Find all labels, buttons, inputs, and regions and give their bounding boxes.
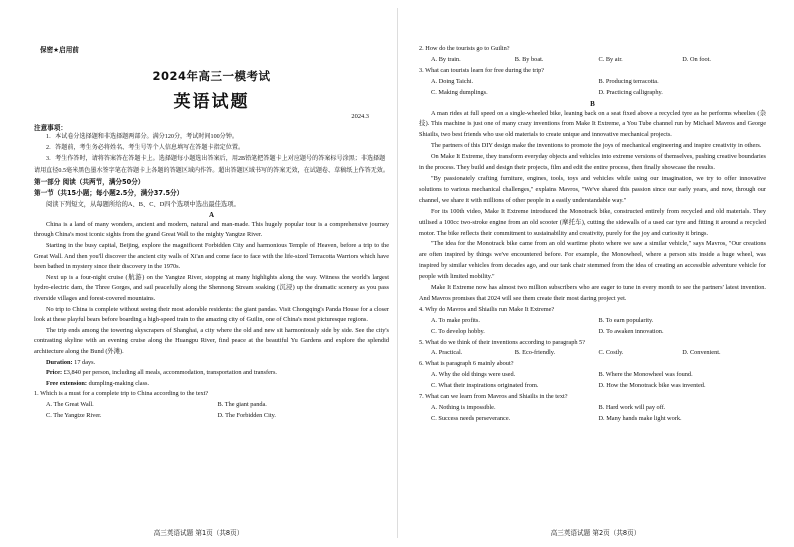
passage-paragraph: "The idea for the Monotrack bike came from an old wartime photo where we saw a similar vehicle," says Mavros, "Our creations are often inspired by things we've encountered before. For example, the Monowheel, where a person sits inside a huge wheel, was inspired by similar vehicles from decades ago, and our tank chair stemmed from the idea of creating an accessible adventure vehicle for people with limited mobility." <box>419 240 766 281</box>
question-4-options-row1 <box>419 316 766 327</box>
option: C. What their inspirations originated from. <box>431 382 539 390</box>
option: D. Practicing calligraphy. <box>598 88 663 96</box>
question-5-options <box>419 348 766 359</box>
passage-paragraph: The trip ends among the towering skyscrapers of Shanghai, a city where the old and new sit harmoniously side by side. See the city's contrasting skyline with an evening cruise along the Huangpu River, find peace at the beautiful Yu Gardens and explore the splendid architecture along the Bund (外滩). <box>34 326 389 355</box>
page-footer: 高三英语试题 第1页（共8页） <box>153 529 244 537</box>
option: D. To awaken innovation. <box>598 327 664 335</box>
option: B. By boat. <box>514 55 544 63</box>
question-2-options <box>419 55 766 66</box>
price-value: £3,840 per person, including all meals, accommodation, transportation and transfers. <box>63 369 277 377</box>
question-2: 2. How do the tourists go to Guilin? <box>419 45 510 52</box>
option: C. Costly. <box>598 349 624 357</box>
question-7: 7. What can we learn from Mavros and Shiailis in the text? <box>419 393 568 401</box>
option: C. By air. <box>598 55 623 63</box>
option: D. On foot. <box>682 55 711 63</box>
option: D. Convenient. <box>682 349 721 357</box>
duration-value: 17 days. <box>74 358 96 366</box>
option: B. Hard work will pay off. <box>598 404 666 411</box>
question-1: 1. Which is a must for a complete trip to China according to the text? <box>34 390 209 398</box>
passage-paragraph: No trip to China is complete without seeing their most adorable residents: the giant pandas. Visit Chongqing's Panda House for a closer look at these playful bears before boarding a high-speed train to the amazing city of Guilin, one of China's most picturesque regions. <box>34 305 389 324</box>
exam-title: 2024年高三一模考试 <box>152 69 271 83</box>
question-4: 4. Why do Mavros and Shiailis run Make It Extreme? <box>419 305 555 313</box>
passage-paragraph: Next up is a four-night cruise (航游) on the Yangtze River, stopping at many highlights along the way. Witness the world's largest hydro-electric dam, the Three Gorges, and sail peacefully along the Shennong Stream soaking (沉浸) up the dramatic scenery as you pass riverside villages and forest-covered mountains. <box>34 273 389 302</box>
option: D. Many hands make light work. <box>598 414 682 422</box>
page-2 <box>397 0 794 547</box>
question-1-options-row1 <box>34 400 389 411</box>
passage-paragraph: For its 100th video, Make It Extreme introduced the Monotrack bike, constructed entirely from recycled and old materials. They utilised a 100cc two-stroke engine from an old scooter (摩托车), cutting the sidewalls of a used car tyre and fitting it around a recycled motor. The bike reflects their commitment to sustainability and creativity, purely for the joy and curiosity it brings. <box>419 207 766 237</box>
question-3: 3. What can tourists learn for free during the trip? <box>419 66 545 74</box>
passage-paragraph: China is a land of many wonders, ancient and modern, natural and man-made. This hugely popular tour is a comprehensive journey through China's most iconic sights from the grand Great Wall to the mighty Yangtze River. <box>34 220 389 239</box>
question-3-options-row2 <box>419 88 766 99</box>
option: A. Nothing is impossible. <box>431 404 496 411</box>
price-line <box>34 368 389 379</box>
option: A. Practical. <box>431 349 463 357</box>
question-6-options-row2 <box>419 381 766 392</box>
extension-line <box>34 379 389 390</box>
option: C. To develop hobby. <box>431 327 485 335</box>
option: B. To earn popularity. <box>598 316 654 324</box>
passage-paragraph: The partners of this DIY design make the inventions to promote the joys of mechanical engineering and inspire creativity in others. <box>431 142 762 150</box>
option: A. To make profits. <box>431 316 480 324</box>
passage-paragraph: Starting in the busy capital, Beijing, explore the magnificent Forbidden City and harmonious Temple of Heaven, before a trip to the Great Wall. And then you'll discover the ancient city walls of Xi'an and come face to face with the life-sized Terracotta Warriors which have been bathed in mystery since their discovery in the 1970s. <box>34 242 389 271</box>
notice-heading: 注意事项： <box>34 124 67 132</box>
section-heading: 第一节（共15小题；每小题2.5分，满分37.5分） <box>34 188 184 197</box>
subject-title: 英语试题 <box>173 92 250 112</box>
exam-date: 2024.3 <box>351 113 369 120</box>
confidential-mark: 保密★启用前 <box>40 46 79 54</box>
extension-label: Free extension: <box>46 379 87 387</box>
part-heading: 第一部分 阅读（共两节，满分50分） <box>34 177 145 186</box>
extension-value: dumpling-making class. <box>88 379 150 387</box>
notice-item: 1．本试卷分选择题和非选择题两部分。满分120分，考试时间100分钟。 <box>46 134 238 140</box>
question-6-options-row1 <box>419 370 766 381</box>
question-4-options-row2 <box>419 327 766 338</box>
question-7-options-row2 <box>419 414 766 425</box>
page-footer: 高三英语试题 第2页（共8页） <box>550 529 641 537</box>
notice-item: 3．考生作答时，请将答案答在答题卡上。选择题每小题选出答案后，用2B铅笔把答题卡上对应题号的答案标号涂黑；非选择题请用直径0.5毫米黑色墨水签字笔在答题卡上各题的答题区域内作答。超出答题区域书写的答案无效，在试题卷、草稿纸上作答无效。 <box>34 156 389 174</box>
question-3-options-row1 <box>419 77 766 88</box>
notice-item: 2．答题前，考生务必将姓名、考生号等个人信息填写在答题卡指定位置。 <box>46 145 245 152</box>
option: C. Success needs perseverance. <box>431 414 511 422</box>
price-label: Price: <box>46 369 63 377</box>
passage-label: B <box>590 99 595 108</box>
option: C. Making dumplings. <box>431 88 488 96</box>
duration-line <box>34 358 389 369</box>
passage-label: A <box>208 210 215 219</box>
question-7-options-row1 <box>419 403 766 414</box>
passage-paragraph: A man rides at full speed on a single-wheeled bike, leaning back on a seat fixed above a recycled tyre as he performs wheelies (杂技). This machine is just one of many crazy inventions from Make It Extreme, a You Tube channel run by Michael Mavros and George Shiailis, two best friends who use old materials to create unique and innovative mechanical projects. <box>419 109 766 139</box>
instructions: 阅读下列短文，从每题所给的A、B、C、D四个选项中选出最佳选项。 <box>46 200 240 208</box>
option: B. Eco-friendly. <box>514 349 556 357</box>
passage-paragraph: On Make It Extreme, they transform everyday objects and vehicles into extreme versions of themselves, pushing creative boundaries in the process. They build and design their projects, film and edit the entire process, then finally showcase the results. <box>419 153 766 172</box>
option: A. The Great Wall. <box>46 401 94 409</box>
option: D. How the Monotrack bike was invented. <box>598 382 706 390</box>
option: B. Producing terracotta. <box>598 77 659 85</box>
passage-paragraph: "By passionately crafting furniture, engines, tools, toys and vehicles while using our imagination, we try to offer innovative solutions to various mechanical challenges," explains Mavros, "We've shared this passion since our early years, and now, through our channel, we share it with millions of other people in a easily understandable way." <box>419 174 766 204</box>
passage-paragraph: Make It Extreme now has almost two million subscribers who are eager to tune in every month to see the partners' latest invention. And Mavros promises that 2024 will see them create their most daring project yet. <box>419 284 766 302</box>
question-5: 5. What do we think of their inventions according to paragraph 5? <box>419 338 586 346</box>
option: B. The giant panda. <box>217 401 267 409</box>
option: A. Why the old things were used. <box>431 371 516 379</box>
option: A. Doing Taichi. <box>431 77 474 85</box>
option: B. Where the Monowheel was found. <box>598 371 693 379</box>
question-1-options-row2 <box>34 411 389 422</box>
duration-label: Duration: <box>46 358 73 366</box>
option: A. By train. <box>431 55 461 63</box>
option: D. The Forbidden City. <box>217 412 276 420</box>
question-6: 6. What is paragraph 6 mainly about? <box>419 360 514 368</box>
option: C. The Yangtze River. <box>46 412 102 420</box>
